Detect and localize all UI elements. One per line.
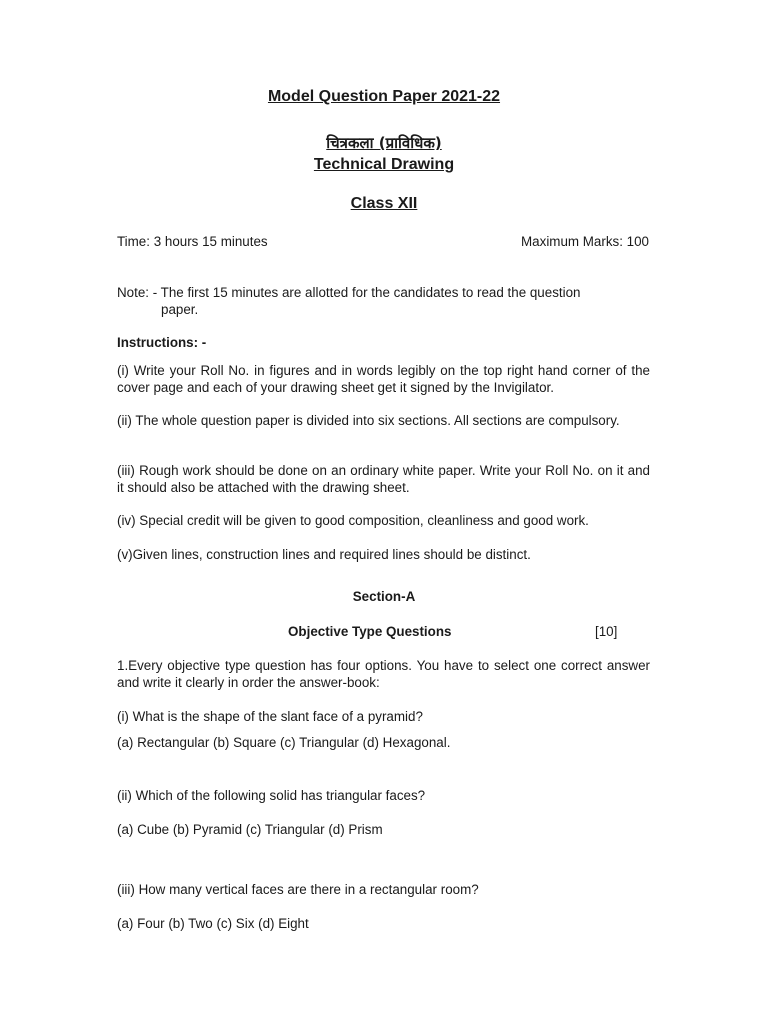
subject-hindi: चित्रकला (प्राविधिक) bbox=[326, 134, 442, 152]
instruction-item: (i) Write your Roll No. in figures and in words legibly on the top right hand corner of the cover page and each of your drawing sheet get it signed by the Invigilator. bbox=[117, 363, 650, 395]
question-text: (ii) Which of the following solid has triangular faces? bbox=[117, 788, 426, 803]
section-heading: Section-A bbox=[352, 589, 416, 604]
subject-english: Technical Drawing bbox=[313, 156, 455, 173]
section-marks: [10] bbox=[595, 624, 618, 639]
section-subheading: Objective Type Questions bbox=[288, 624, 452, 639]
instruction-item: (iii) Rough work should be done on an ordinary white paper. Write your Roll No. on it and it should also be attached with the drawing sheet. bbox=[117, 463, 650, 495]
time-label: Time: 3 hours 15 minutes bbox=[117, 234, 268, 249]
question-options: (a) Cube (b) Pyramid (c) Triangular (d) Prism bbox=[117, 822, 383, 837]
question-options: (a) Four (b) Two (c) Six (d) Eight bbox=[117, 916, 309, 931]
instructions-heading: Instructions: - bbox=[117, 335, 207, 350]
question-text: (i) What is the shape of the slant face of a pyramid? bbox=[117, 709, 423, 724]
note bbox=[117, 284, 650, 318]
note-line-1: Note: - The first 15 minutes are allotted for the candidates to read the question bbox=[117, 285, 581, 300]
note-line-2: paper. bbox=[161, 302, 199, 317]
paper-title: Model Question Paper 2021-22 bbox=[267, 88, 501, 105]
max-marks-label: Maximum Marks: 100 bbox=[521, 234, 649, 249]
instruction-item: (iv) Special credit will be given to good composition, cleanliness and good work. bbox=[117, 513, 589, 528]
question-options: (a) Rectangular (b) Square (c) Triangular (d) Hexagonal. bbox=[117, 735, 451, 750]
instruction-item: (v)Given lines, construction lines and required lines should be distinct. bbox=[117, 547, 531, 562]
class-label: Class XII bbox=[350, 195, 418, 212]
section-intro: 1.Every objective type question has four options. You have to select one correct answer and write it clearly in order the answer-book: bbox=[117, 658, 650, 690]
instruction-item: (ii) The whole question paper is divided into six sections. All sections are compulsory. bbox=[117, 413, 620, 428]
question-text: (iii) How many vertical faces are there in a rectangular room? bbox=[117, 882, 479, 897]
